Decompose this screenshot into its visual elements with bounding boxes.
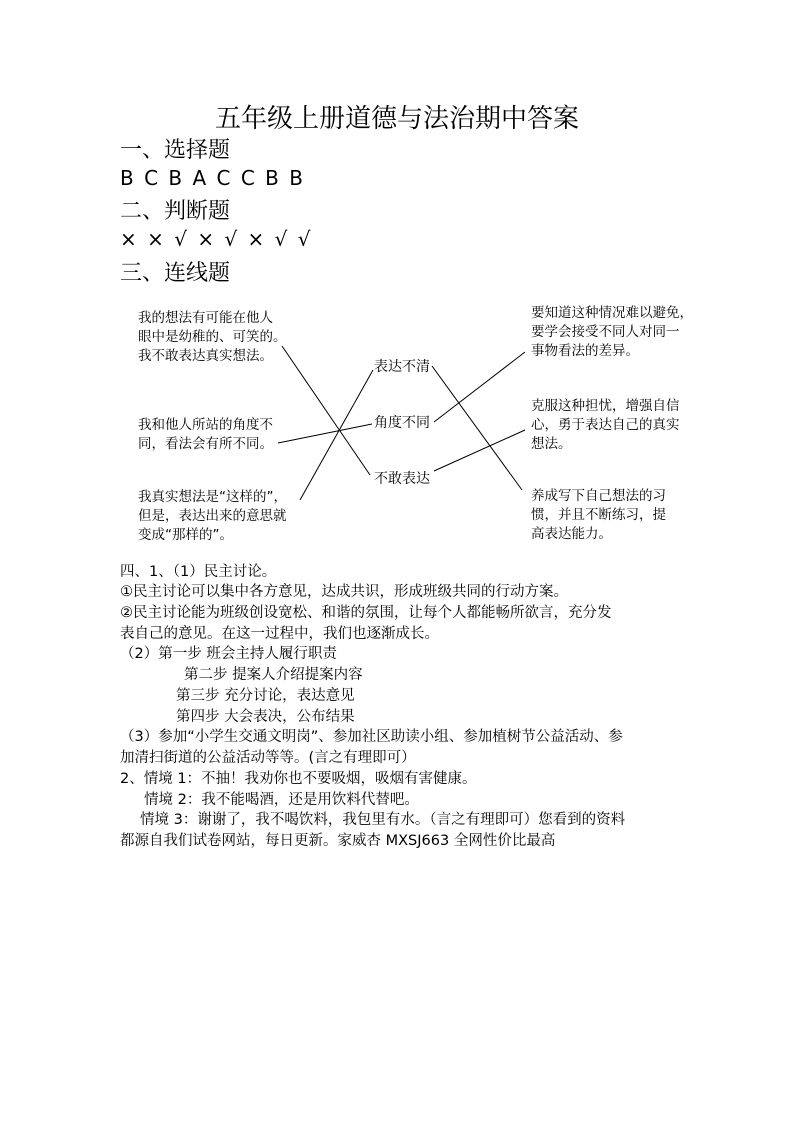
- center-item-1: 表达不清: [374, 359, 430, 375]
- s4-line-7: 第三步 充分讨论，表达意见: [176, 688, 355, 704]
- left-item-3: 我真实想法是“这样的”， 但是，表达出来的意思就 变成“那样的”。: [138, 489, 287, 543]
- section2-answers: × × √ × √ × √ √: [120, 227, 313, 251]
- right-item-2: 克服这种担忧，增强自信 心，勇于表达自己的真实 想法。: [531, 398, 680, 452]
- section2-heading: 二、判断题: [120, 199, 231, 224]
- s4-line-10: 加清扫街道的公益活动等等。(言之有理即可）: [120, 750, 416, 766]
- s4-line-12: 情境 2：我不能喝酒，还是用饮料代替吧。: [144, 792, 419, 808]
- s4-line-13: 情境 3：谢谢了，我不喝饮料，我包里有水。（言之有理即可）您看到的资料: [140, 812, 626, 828]
- s4-line-5: （2）第一步 班会主持人履行职责: [120, 646, 337, 662]
- section1-heading: 一、选择题: [120, 138, 231, 163]
- s4-line-2: ①民主讨论可以集中各方意见，达成共识，形成班级共同的行动方案。: [120, 584, 568, 600]
- center-item-2: 角度不同: [374, 415, 430, 431]
- section1-answers: B C B A C C B B: [120, 166, 305, 190]
- page-title: 五年级上册道德与法治期中答案: [214, 104, 579, 134]
- left-item-1: 我的想法有可能在他人 眼中是幼稚的、可笑的。 我不敢表达真实想法。: [138, 310, 287, 364]
- left-item-2: 我和他人所站的角度不 同，看法会有所不同。: [138, 417, 273, 452]
- s4-line-6: 第二步 提案人介绍提案内容: [184, 667, 363, 683]
- s4-line-1: 四、1、（1）民主讨论。: [120, 564, 277, 580]
- s4-line-8: 第四步 大会表决，公布结果: [176, 709, 355, 725]
- s4-line-4: 表自己的意见。在这一过程中，我们也逐渐成长。: [120, 626, 439, 642]
- section3-heading: 三、连线题: [120, 261, 231, 286]
- right-item-1: 要知道这种情况难以避免， 要学会接受不同人对同一 事物看法的差异。: [531, 305, 693, 359]
- right-item-3: 养成写下自己想法的习 惯，并且不断练习，提 高表达能力。: [531, 488, 666, 542]
- s4-line-9: （3）参加“小学生交通文明岗”、参加社区助读小组、参加植树节公益活动、参: [120, 729, 623, 745]
- s4-line-11: 2、情境 1：不抽！我劝你也不要吸烟，吸烟有害健康。: [120, 771, 477, 787]
- s4-line-3: ②民主讨论能为班级创设宽松、和谐的氛围，让每个人都能畅所欲言，充分发: [120, 605, 612, 621]
- center-item-3: 不敢表达: [374, 471, 430, 487]
- s4-line-14: 都源自我们试卷网站，每日更新。家威杏 MXSJ663 全网性价比最高: [120, 833, 556, 849]
